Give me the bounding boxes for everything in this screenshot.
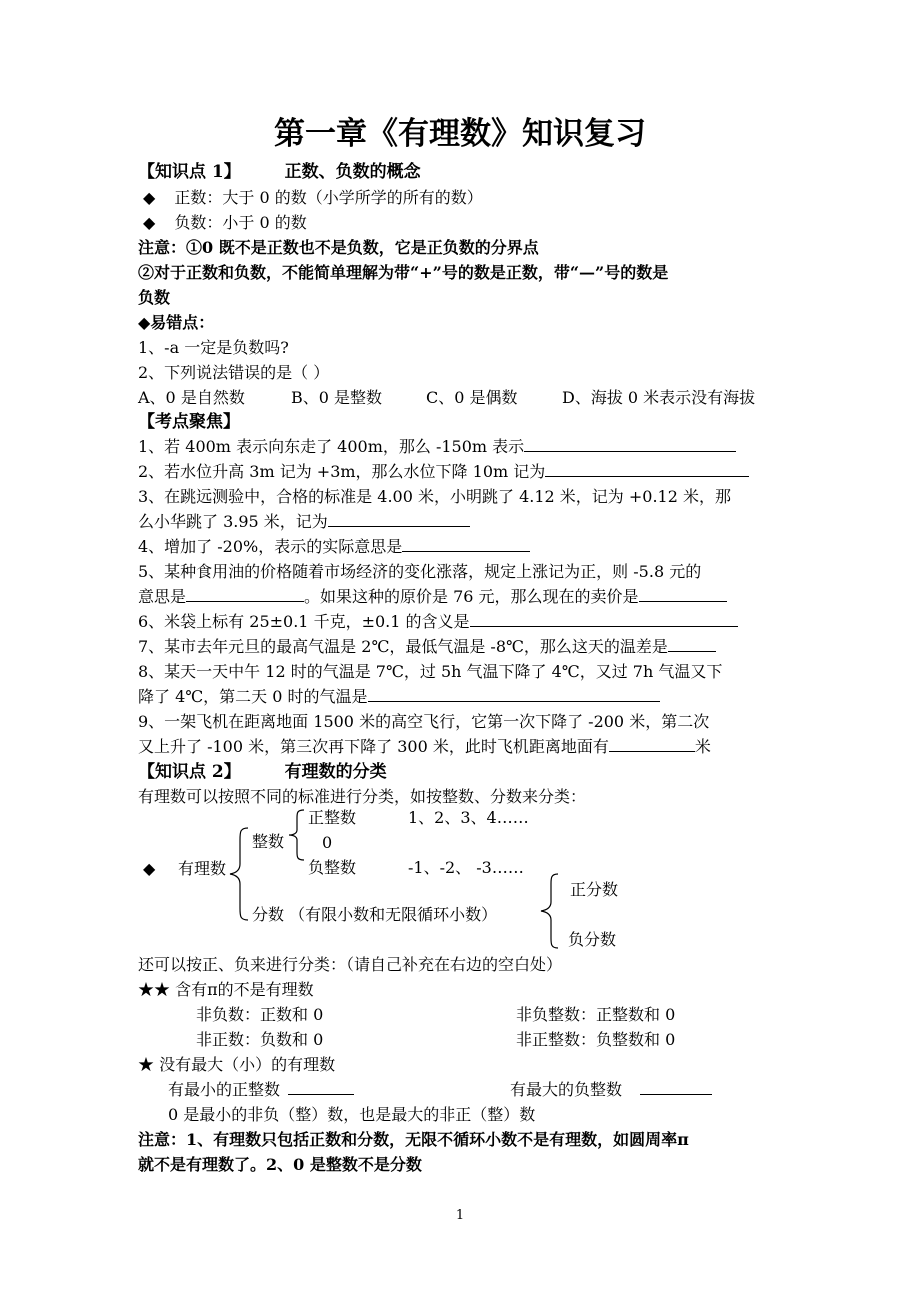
question-text: 2、若水位升高 3m 记为 +3m，那么水位下降 10m 记为 [138, 462, 546, 481]
question-line [138, 610, 738, 634]
min-pos-int-line [168, 1078, 354, 1102]
tree-pos-frac: 正分数 [570, 880, 619, 899]
fraction-brace [538, 872, 562, 950]
nonneg-int-line: 非负整数：正整数和 0 [516, 1005, 676, 1024]
tree-neg-int-eg: -1、-2、 -3…… [408, 858, 524, 877]
question-text: 又上升了 -100 米，第三次再下降了 300 米，此时飞机距离地面有 [138, 737, 609, 756]
option-b: B、0 是整数 [291, 388, 383, 407]
answer-blank[interactable] [288, 1078, 354, 1095]
note-line: 负数 [138, 288, 171, 307]
diamond-icon: ◆ [143, 188, 156, 207]
question-text: 降了 4℃，第二天 0 时的气温是 [138, 687, 368, 706]
answer-blank[interactable] [545, 460, 749, 477]
question-text: 6、米袋上标有 25±0.1 千克，±0.1 的含义是 [138, 612, 470, 631]
question-line: 2、下列说法错误的是（ ） [138, 363, 330, 382]
nonpos-int-line: 非正整数：负整数和 0 [516, 1030, 676, 1049]
kp2-label: 【知识点 2】 [138, 762, 241, 782]
question-line [138, 535, 530, 559]
error-heading: ◆易错点： [138, 313, 215, 332]
bullet-text: 正数：大于 0 的数（小学所学的所有的数） [174, 188, 483, 207]
integer-brace [286, 808, 306, 862]
tree-pos-int: 正整数 [308, 808, 357, 827]
page-number: 1 [455, 1208, 465, 1223]
answer-blank[interactable] [609, 735, 695, 752]
question-line [138, 435, 736, 459]
answer-blank[interactable] [639, 585, 727, 602]
kp1-heading [138, 160, 421, 184]
question-line [138, 685, 660, 709]
note-line: ②对于正数和负数，不能简单理解为带“+”号的数是正数，带“—”号的数是 [138, 263, 669, 282]
tree-neg-int: 负整数 [308, 858, 357, 877]
star2-line: ★★ 含有π的不是有理数 [138, 980, 314, 999]
kp2-heading [138, 760, 387, 784]
question-text: 有最大的负整数 [510, 1080, 623, 1099]
also-line: 还可以按正、负来进行分类：（请自己补充在右边的空白处） [138, 955, 563, 974]
answer-blank[interactable] [668, 635, 716, 652]
question-text: 1、若 400m 表示向东走了 400m，那么 -150m 表示 [138, 437, 525, 456]
tree-root: 有理数 [178, 859, 227, 878]
question-line: 3、在跳远测验中，合格的标准是 4.00 米，小明跳了 4.12 米，记为 +0.12 米，那 [138, 487, 731, 506]
tree-zero: 0 [322, 833, 333, 852]
bullet-text: 负数：小于 0 的数 [174, 213, 307, 232]
question-text: 有最小的正整数 [168, 1080, 281, 1099]
note-line: 注意：1、有理数只包括正数和分数，无限不循环小数不是有理数，如圆周率π [138, 1130, 689, 1149]
answer-blank[interactable] [524, 435, 736, 452]
answer-blank[interactable] [368, 685, 660, 702]
tree-pos-int-eg: 1、2、3、4…… [408, 808, 529, 827]
tree-integer: 整数 [252, 832, 285, 851]
answer-blank[interactable] [328, 510, 470, 527]
kp2-intro: 有理数可以按照不同的标准进行分类，如按整数、分数来分类： [138, 787, 587, 806]
answer-blank[interactable] [402, 535, 530, 552]
tree-neg-frac: 负分数 [568, 930, 617, 949]
max-neg-int-line [510, 1078, 712, 1102]
list-item [143, 211, 307, 235]
question-text: 7、某市去年元旦的最高气温是 2℃，最低气温是 -8℃，那么这天的温差是 [138, 637, 668, 656]
unit-text: 米 [694, 737, 711, 756]
kp2-topic: 有理数的分类 [284, 762, 387, 782]
question-line: 1、-a 一定是负数吗? [138, 338, 289, 357]
question-line: 8、某天一天中午 12 时的气温是 7℃，过 5h 气温下降了 4℃，又过 7h 气温又下 [138, 662, 723, 681]
focus-heading: 【考点聚焦】 [138, 412, 240, 432]
question-text: 。如果这种的原价是 76 元，那么现在的卖价是 [304, 587, 639, 606]
option-a: A、0 是自然数 [138, 388, 245, 407]
question-line [138, 585, 727, 609]
question-line [138, 460, 749, 484]
answer-blank[interactable] [470, 610, 738, 627]
question-text: 意思是 [138, 587, 187, 606]
page-title: 第一章《有理数》知识复习 [274, 116, 646, 152]
diamond-icon: ◆ [143, 859, 156, 878]
tree-fraction: 分数 （有限小数和无限循环小数） [252, 905, 498, 924]
option-d: D、海拔 0 米表示没有海拔 [562, 388, 756, 407]
question-line: 9、一架飞机在距离地面 1500 米的高空飞行，它第一次下降了 -200 米，第二次 [138, 712, 710, 731]
option-c: C、0 是偶数 [426, 388, 518, 407]
question-line [138, 735, 711, 759]
question-text: 么小华跳了 3.95 米，记为 [138, 512, 328, 531]
nonpos-line: 非正数：负数和 0 [196, 1030, 324, 1049]
answer-blank[interactable] [186, 585, 304, 602]
note-line: 就不是有理数了。2、0 是整数不是分数 [138, 1155, 422, 1174]
zero-note-line: 0 是最小的非负（整）数，也是最大的非正（整）数 [168, 1105, 536, 1124]
nonneg-line: 非负数：正数和 0 [196, 1005, 324, 1024]
list-item [143, 186, 483, 210]
kp1-label: 【知识点 1】 [138, 162, 241, 182]
kp1-topic: 正数、负数的概念 [284, 162, 421, 182]
question-text: 4、增加了 -20%，表示的实际意思是 [138, 537, 403, 556]
star1-line: ★ 没有最大（小）的有理数 [138, 1055, 336, 1074]
question-line: 5、某种食用油的价格随着市场经济的变化涨落，规定上涨记为正，则 -5.8 元的 [138, 562, 702, 581]
root-brace [228, 826, 250, 922]
diamond-icon: ◆ [143, 213, 156, 232]
question-line [138, 635, 716, 659]
answer-blank[interactable] [640, 1078, 712, 1095]
question-line [138, 510, 470, 534]
note-line: 注意：①0 既不是正数也不是负数，它是正负数的分界点 [138, 238, 539, 257]
